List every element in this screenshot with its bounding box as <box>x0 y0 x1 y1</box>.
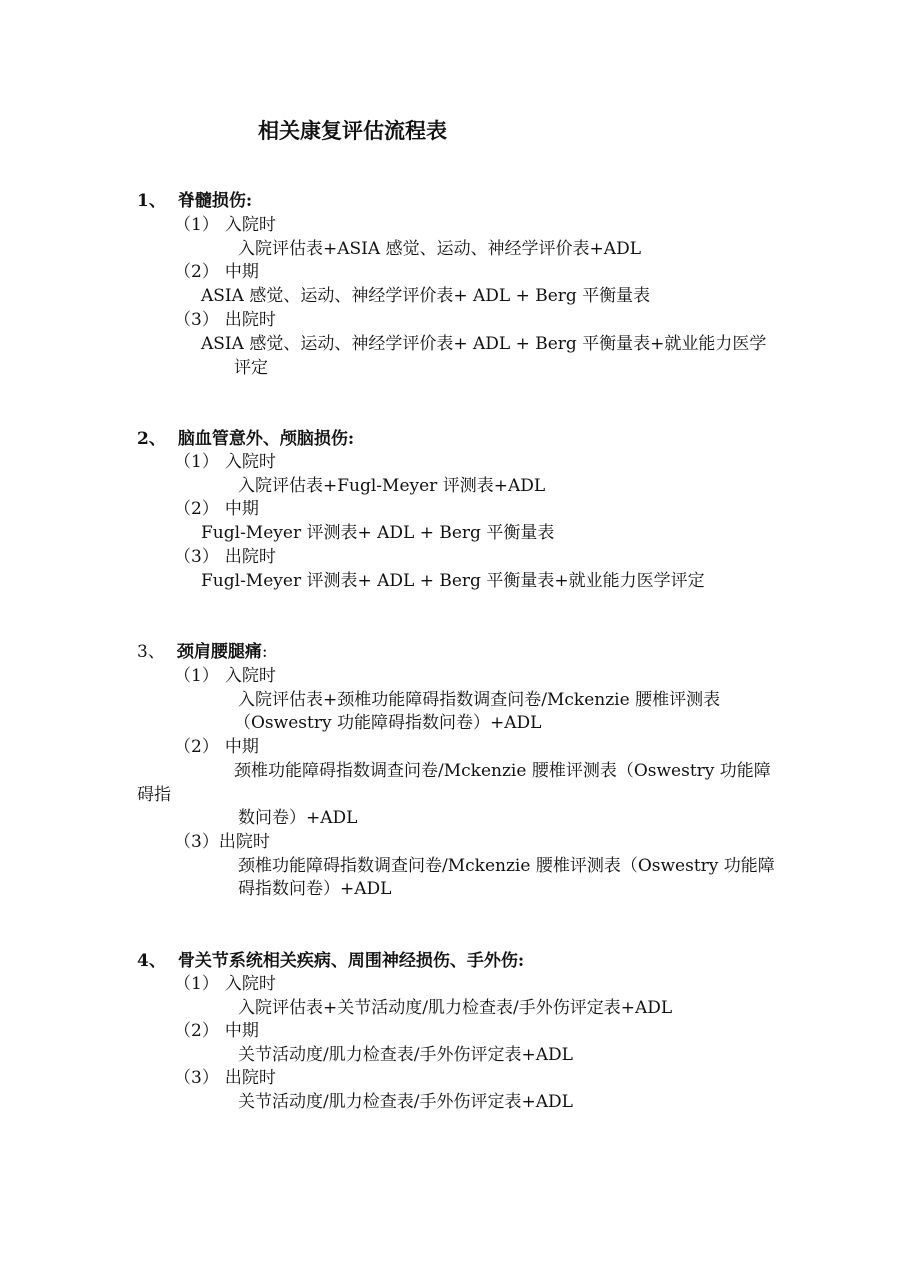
stage-content: 评定 <box>234 358 268 378</box>
section-title: 颈肩腰腿痛 <box>176 642 262 662</box>
section-number: 1、 <box>137 191 166 211</box>
stage-content: 颈椎功能障碍指数调查问卷/Mckenzie 腰椎评测表（Oswestry 功能障 <box>234 761 771 781</box>
stage-content: 数问卷）+ADL <box>238 808 358 828</box>
stage-content: 入院评估表+颈椎功能障碍指数调查问卷/Mckenzie 腰椎评测表 <box>238 690 721 710</box>
stage-label: （1） 入院时 <box>174 215 276 235</box>
stage-label: （1） 入院时 <box>174 666 276 686</box>
stage-content: Fugl-Meyer 评测表+ ADL + Berg 平衡量表+就业能力医学评定 <box>201 571 705 591</box>
stage-content: 碍指 <box>137 785 171 805</box>
section-number: 2、 <box>137 429 166 449</box>
section-heading <box>137 641 268 663</box>
stage-content: 关节活动度/肌力检查表/手外伤评定表+ADL <box>238 1045 573 1065</box>
stage-content: ASIA 感觉、运动、神经学评价表+ ADL + Berg 平衡量表+就业能力医学 <box>201 334 767 354</box>
stage-label: （2） 中期 <box>174 1021 259 1041</box>
stage-label: （2） 中期 <box>174 262 259 282</box>
stage-label: （3） 出院时 <box>174 1068 276 1088</box>
stage-content: 碍指数问卷）+ADL <box>238 879 392 899</box>
stage-label: （2） 中期 <box>174 499 259 519</box>
stage-content: 入院评估表+关节活动度/肌力检查表/手外伤评定表+ADL <box>238 998 673 1018</box>
section-number: 3、 <box>137 642 165 662</box>
stage-label: （1） 入院时 <box>174 974 276 994</box>
stage-content: ASIA 感觉、运动、神经学评价表+ ADL + Berg 平衡量表 <box>201 286 651 306</box>
section-title: 骨关节系统相关疾病、周围神经损伤、手外伤: <box>177 951 525 971</box>
stage-content: 关节活动度/肌力检查表/手外伤评定表+ADL <box>238 1092 573 1112</box>
stage-content: 入院评估表+ASIA 感觉、运动、神经学评价表+ADL <box>238 239 642 259</box>
section-heading <box>137 190 252 212</box>
stage-label: （3） 出院时 <box>174 547 276 567</box>
section-number: 4、 <box>137 951 166 971</box>
stage-content: 颈椎功能障碍指数调查问卷/Mckenzie 腰椎评测表（Oswestry 功能障 <box>238 856 775 876</box>
section-heading <box>137 428 354 450</box>
stage-label: （2） 中期 <box>174 737 259 757</box>
section-title: 脊髓损伤: <box>177 191 253 211</box>
section-title-suffix: : <box>261 642 268 662</box>
stage-label: （1） 入院时 <box>174 452 276 472</box>
stage-content: Fugl-Meyer 评测表+ ADL + Berg 平衡量表 <box>201 523 555 543</box>
section-heading <box>137 950 524 972</box>
stage-label: （3） 出院时 <box>174 310 276 330</box>
stage-content: （Oswestry 功能障碍指数问卷）+ADL <box>234 713 542 733</box>
section-title: 脑血管意外、颅脑损伤: <box>177 429 355 449</box>
stage-label: （3）出院时 <box>174 832 270 852</box>
page-title: 相关康复评估流程表 <box>258 118 447 143</box>
stage-content: 入院评估表+Fugl-Meyer 评测表+ADL <box>238 476 546 496</box>
